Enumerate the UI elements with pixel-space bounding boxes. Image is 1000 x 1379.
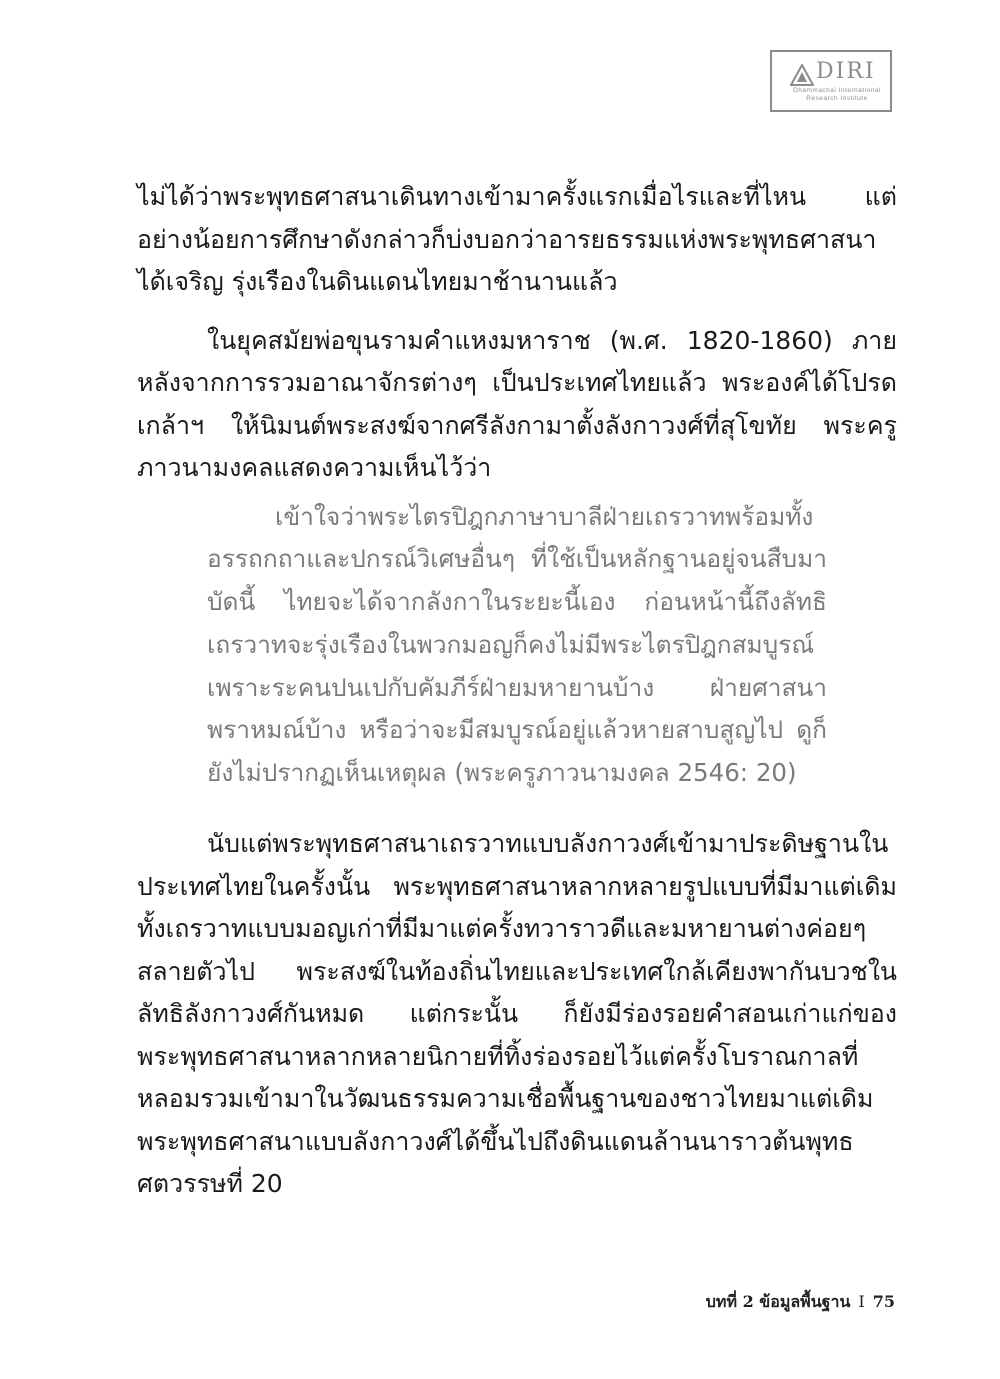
paragraph-3: นับแต่พระพุทธศาสนาเถรวาทแบบลังกาวงศ์เข้ามาประดิษฐานในประเทศไทยในครั้งนั้น พระพุทธศาสนาหลากหลายรูปแบบที่มีมาแต่เดิม ทั้งเถรวาทแบบมอญเก่าที่มีมาแต่ครั้งทวาราวดีและมหายานต่างค่อยๆ สลายตัวไป พระสงฆ์ในท้องถิ่นไทยและประเทศใกล้เคียงพากันบวชในลัทธิลังกาวงศ์กันหมด แต่กระนั้น ก็ยังมีร่องรอยคำสอนเก่าแก่ของพระพุทธศาสนาหลากหลายนิกายที่ทิ้งร่องรอยไว้แต่ครั้งโบราณกาลที่หลอมรวมเข้ามาในวัฒนธรรมความเชื่อพื้นฐานของชาวไทยมาแต่เดิม พระพุทธศาสนาแบบลังกาวงศ์ได้ขึ้นไปถึงดินแดนล้านนาราวต้นพุทธศตวรรษที่ 20 (137, 829, 897, 1199)
logo-text: DIRI (816, 59, 876, 84)
logo-subtitle-line1: Dhammachai International (793, 87, 881, 94)
logo-subtitle (792, 87, 882, 103)
paragraph-1: ไม่ได้ว่าพระพุทธศาสนาเดินทางเข้ามาครั้งแรกเมื่อไรและที่ไหน แต่อย่างน้อยการศึกษาดังกล่าวก็บ่งบอกว่าอารยธรรมแห่งพระพุทธศาสนาได้เจริญ รุ่งเรืองในดินแดนไทยมาช้านานแล้ว (137, 182, 897, 296)
page-number: 75 (872, 1292, 895, 1311)
page-body (137, 176, 897, 1206)
diri-logo (770, 50, 892, 112)
chapter-title: บทที่ 2 ข้อมูลพื้นฐาน (705, 1292, 851, 1311)
logo-subtitle-line2: Research Institute (806, 95, 868, 102)
paragraph-2: ในยุคสมัยพ่อขุนรามคำแหงมหาราช (พ.ศ. 1820-1860) ภายหลังจากการรวมอาณาจักรต่างๆ เป็นประเทศไทยแล้ว พระองค์ได้โปรดเกล้าฯ ให้นิมนต์พระสงฆ์จากศรีลังกามาตั้งลังกาวงศ์ที่สุโขทัย พระครูภาวนามงคลแสดงความเห็นไว้ว่า (137, 325, 897, 482)
page-footer (706, 1290, 895, 1315)
footer-separator: I (858, 1292, 865, 1311)
block-quote: เข้าใจว่าพระไตรปิฎกภาษาบาลีฝ่ายเถรวาทพร้อมทั้งอรรถกถาและปกรณ์วิเศษอื่นๆ ที่ใช้เป็นหลักฐานอยู่จนสืบมาบัดนี้ ไทยจะได้จากลังกาในระยะนี้เอง ก่อนหน้านี้ถึงลัทธิเถรวาทจะรุ่งเรืองในพวกมอญก็คงไม่มีพระไตรปิฎกสมบูรณ์ เพราะระคนปนเปกับคัมภีร์ฝ่ายมหายานบ้าง ฝ่ายศาสนาพราหมณ์บ้าง หรือว่าจะมีสมบูรณ์อยู่แล้วหายสาบสูญไป ดูก็ยังไม่ปรากฏเห็นเหตุผล (พระครูภาวนามงคล 2546: 20) (207, 501, 827, 788)
triangle-logo-icon (790, 64, 814, 86)
